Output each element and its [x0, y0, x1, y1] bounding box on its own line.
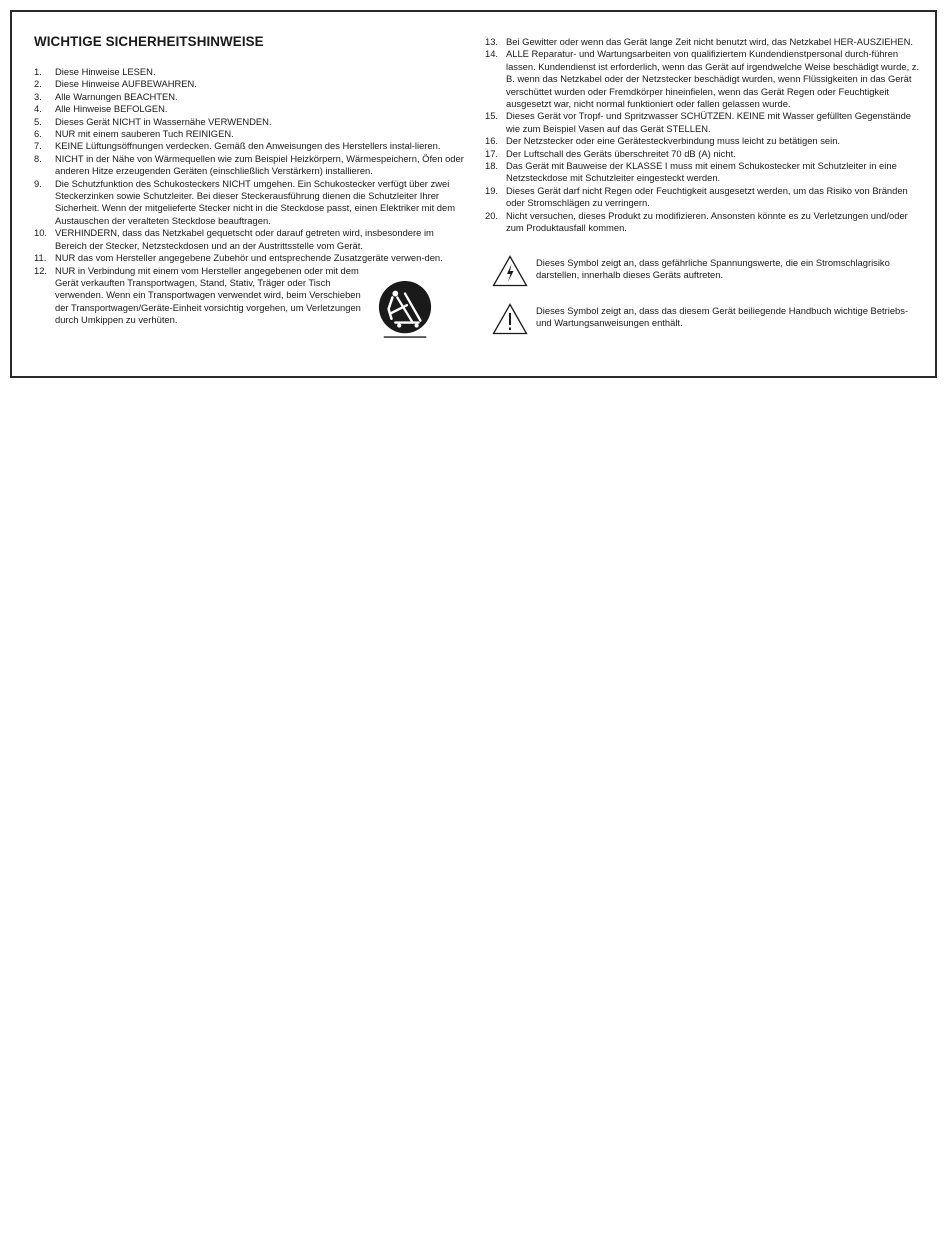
list-item [34, 91, 466, 103]
symbol-row-manual [485, 303, 925, 343]
list-item [34, 252, 466, 264]
item-number: 4. [34, 103, 42, 115]
right-column [485, 36, 925, 343]
item-number: 5. [34, 115, 42, 127]
list-item [34, 140, 466, 152]
item-text: Der Netzstecker oder eine Gerätesteckverbindung muss leicht zu betätigen sein. [506, 135, 841, 147]
list-item [34, 103, 466, 115]
list-item [485, 36, 925, 48]
list-item [485, 48, 925, 110]
item-text: Der Luftschall des Geräts überschreitet 70 dB (A) nicht. [506, 147, 736, 159]
item-number: 17. [485, 147, 499, 159]
list-item [34, 78, 466, 90]
item-text: Nicht versuchen, dieses Produkt zu modifizieren. Ansonsten könnte es zu Verletzungen und/oder zum Produktausfall kommen. [506, 209, 908, 234]
symbol-description: Dieses Symbol zeigt an, dass das diesem Gerät beiliegende Handbuch wichtige Betriebs- und Wartungsanweisungen enthält. [536, 304, 909, 328]
item-number: 8. [34, 152, 42, 164]
item-number: 18. [485, 160, 499, 172]
exclamation-warning-icon [492, 303, 528, 335]
list-item [485, 160, 925, 185]
item-text: NUR in Verbindung mit einem vom Hersteller angegebenen oder mit dem Gerät verkauften Transportwagen, Stand, Stativ, Träger oder Tisch verwenden. Wenn ein Transportwagen verwendet wird, beim Verschieben der Transportwagen/Geräte-Einheit vorsichtig vorgehen, um Verletzungen durch Umkippen zu verhüten. [55, 264, 361, 326]
list-item [34, 178, 466, 228]
item-number: 16. [485, 135, 499, 147]
item-text: Dieses Gerät vor Tropf- und Spritzwasser SCHÜTZEN. KEINE mit Wasser gefüllten Gegenstände wie zum Beispiel Vasen auf das Gerät STELLEN. [506, 110, 912, 134]
item-number: 10. [34, 227, 48, 239]
list-item [34, 116, 466, 128]
symbol-description: Dieses Symbol zeigt an, dass gefährliche Spannungswerte, die ein Stromschlagrisiko darstellen, innerhalb dieses Geräts auftreten. [536, 256, 890, 280]
item-text: ALLE Reparatur- und Wartungsarbeiten von qualifiziertem Kundendienstpersonal durch-führen lassen. Kundendienst ist erforderlich, wenn das Gerät auf irgendwelche Weise beschädigt wurde, z. B. wenn das Netzkabel oder der Netzstecker beschädigt wurden, wenn Flüssigkeiten in das Gerät verschüttet wurden oder Fremdkörper hineinfielen, wenn das Gerät Regen oder Feuchtigkeit ausgesetzt war, nicht normal funktioniert oder fallen gelassen wurde. [506, 48, 920, 110]
safety-notice-box [10, 10, 937, 378]
list-item [485, 148, 925, 160]
list-item [485, 135, 925, 147]
item-text: Alle Warnungen BEACHTEN. [55, 90, 178, 102]
item-number: 12. [34, 264, 48, 276]
item-text: KEINE Lüftungsöffnungen verdecken. Gemäß den Anweisungen des Herstellers instal-lieren. [55, 140, 441, 152]
item-text: NUR das vom Hersteller angegebene Zubehör und entsprechende Zusatzgeräte verwen-den. [55, 252, 443, 264]
symbol-row-voltage [485, 255, 925, 295]
list-item [34, 66, 466, 78]
item-number: 20. [485, 209, 499, 221]
item-text: Dieses Gerät darf nicht Regen oder Feuchtigkeit ausgesetzt werden, um das Risiko von Bränden oder Stromschlägen zu verringern. [506, 184, 908, 209]
item-text: Dieses Gerät NICHT in Wassernähe VERWENDEN. [55, 115, 272, 127]
item-number: 7. [34, 140, 42, 152]
item-number: 13. [485, 36, 499, 47]
item-text: Bei Gewitter oder wenn das Gerät lange Zeit nicht benutzt wird, das Netzkabel HER-AUSZIEHEN. [506, 36, 913, 47]
item-text: VERHINDERN, dass das Netzkabel gequetscht oder darauf getreten wird, insbesondere im Bereich der Stecker, Netzsteckdosen und an der Austrittsstelle vom Gerät. [55, 227, 434, 251]
item-number: 3. [34, 90, 42, 102]
lightning-warning-icon [492, 255, 528, 287]
list-item [34, 227, 466, 252]
safety-list-right [485, 36, 925, 235]
item-text: Diese Hinweise LESEN. [55, 66, 156, 77]
item-text: NUR mit einem sauberen Tuch REINIGEN. [55, 128, 234, 140]
cart-tip-over-warning-icon [376, 280, 434, 340]
item-number: 19. [485, 184, 499, 196]
item-number: 1. [34, 66, 42, 77]
symbol-legend [485, 255, 925, 343]
item-text: NICHT in der Nähe von Wärmequellen wie zum Beispiel Heizkörpern, Wärmespeichern, Öfen oder anderen Hitze erzeugenden Geräten (einschließlich Verstärkern) installieren. [55, 152, 464, 177]
item-text: Alle Hinweise BEFOLGEN. [55, 103, 168, 115]
list-item [485, 185, 925, 210]
item-number: 11. [34, 252, 47, 264]
item-number: 15. [485, 110, 499, 122]
item-text: Die Schutzfunktion des Schukosteckers NICHT umgehen. Ein Schukostecker verfügt über zwei Steckerzinken sowie Schutzleiter. Bei dieser Steckerausführung dienen die Schutzleiter Ihrer Sicherheit. Wenn der mitgelieferte Stecker nicht in die Steckdose passt, einen Elektriker mit dem Austauschen der veralteten Steckdose beauftragen. [55, 177, 456, 226]
list-item [34, 153, 466, 178]
list-item [34, 128, 466, 140]
item-number: 9. [34, 177, 42, 189]
item-number: 14. [485, 48, 499, 60]
item-text: Diese Hinweise AUFBEWAHREN. [55, 78, 197, 90]
item-number: 6. [34, 128, 42, 140]
page-title: WICHTIGE SICHERHEITSHINWEISE [34, 34, 264, 49]
list-item [485, 210, 925, 235]
list-item [485, 110, 925, 135]
item-number: 2. [34, 78, 42, 90]
item-text: Das Gerät mit Bauweise der KLASSE I muss mit einem Schukostecker mit Schutzleiter in eine Netzsteckdose mit Schutzleiter eingesteckt werden. [506, 160, 897, 184]
